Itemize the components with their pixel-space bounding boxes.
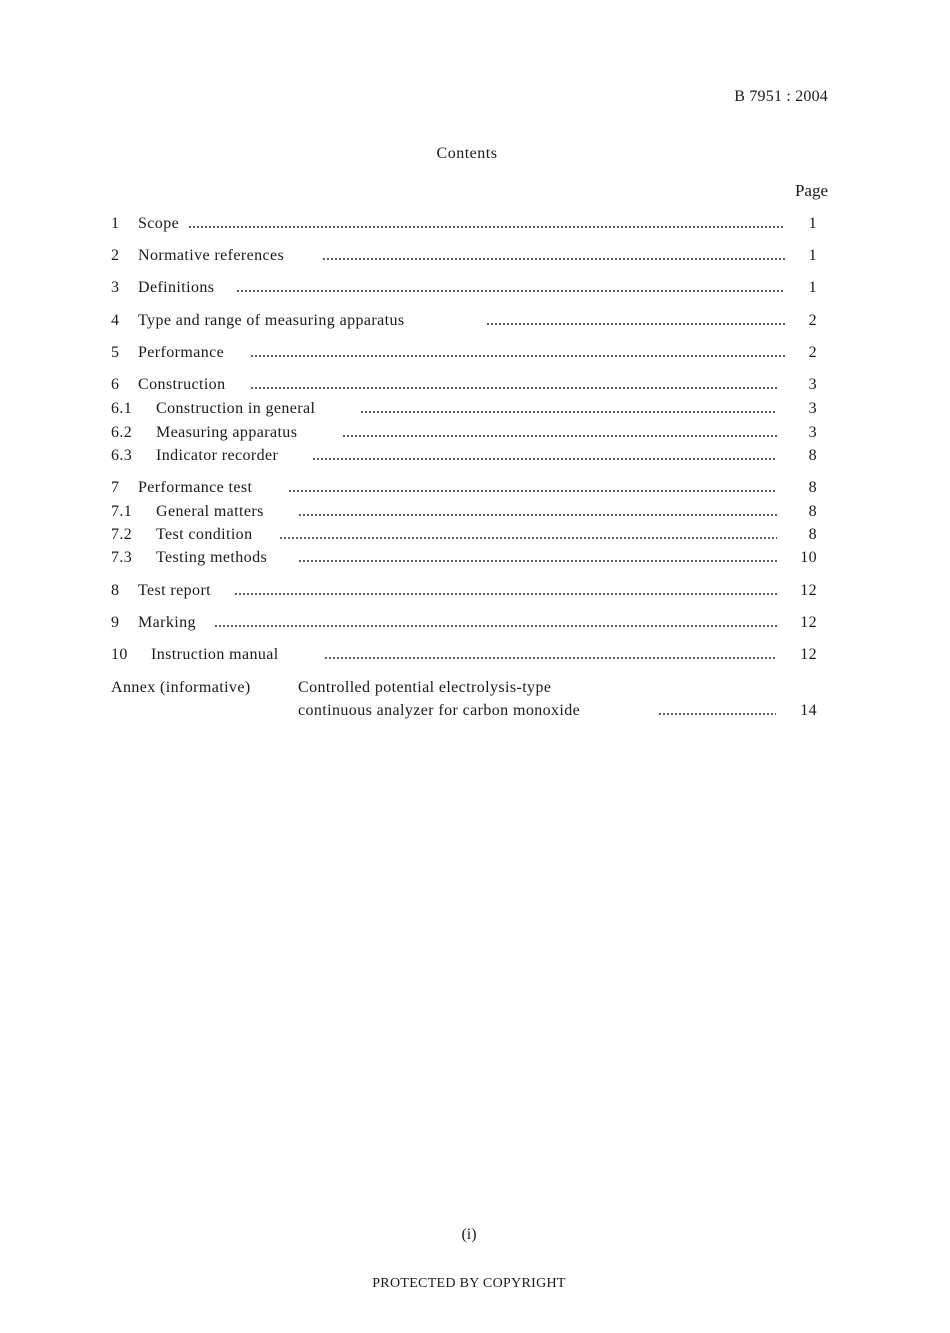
toc-entry[interactable]	[111, 421, 817, 445]
toc-entry[interactable]	[111, 397, 817, 421]
dot-leader	[188, 226, 785, 228]
toc-entry-title: Marking	[138, 614, 196, 631]
toc-entry[interactable]	[111, 611, 817, 635]
toc-entry[interactable]	[111, 444, 817, 468]
toc-entry[interactable]	[111, 523, 817, 547]
toc-entry-number: 2	[111, 247, 120, 264]
toc-entry-page: 3	[808, 376, 817, 393]
toc-entry-title: Instruction manual	[151, 646, 279, 663]
toc-entry-number: 7.1	[111, 503, 133, 520]
toc-entry-title: Construction	[138, 376, 226, 393]
dot-leader	[322, 258, 785, 260]
annex-label: Annex (informative)	[111, 679, 251, 696]
toc-entry-title: Construction in general	[156, 400, 316, 417]
toc-entry[interactable]	[111, 579, 817, 603]
toc-entry[interactable]	[111, 643, 817, 667]
toc-entry-page: 8	[808, 479, 817, 496]
toc-entry-number: 9	[111, 614, 120, 631]
toc-entry-number: 7	[111, 479, 120, 496]
contents-title: Contents	[436, 145, 498, 162]
standard-number: B 7951 : 2004	[734, 88, 828, 105]
dot-leader	[486, 323, 785, 325]
page-column-label: Page	[794, 181, 828, 200]
toc-entry-page: 2	[808, 312, 817, 329]
toc-entry-title: Indicator recorder	[156, 447, 279, 464]
dot-leader	[324, 657, 777, 659]
toc-entry-page: 8	[808, 503, 817, 520]
toc-entry-title: Testing methods	[156, 549, 268, 566]
toc-entry-number: 5	[111, 344, 120, 361]
dot-leader	[658, 713, 776, 715]
toc-entry[interactable]	[111, 276, 817, 300]
toc-entry-page: 8	[808, 526, 817, 543]
toc-entry-title: Test condition	[156, 526, 253, 543]
toc-entry-page: 10	[800, 549, 817, 566]
annex-page: 14	[800, 702, 817, 719]
dot-leader	[236, 290, 785, 292]
annex-title-line-2: continuous analyzer for carbon monoxide	[298, 702, 581, 719]
dot-leader	[234, 593, 777, 595]
dot-leader	[250, 355, 785, 357]
dot-leader	[360, 411, 777, 413]
toc-entry-page: 8	[808, 447, 817, 464]
toc-entry-number: 7.3	[111, 549, 133, 566]
dot-leader	[298, 560, 777, 562]
dot-leader	[279, 537, 777, 539]
copyright-notice: PROTECTED BY COPYRIGHT	[372, 1276, 566, 1291]
toc-entry-title: Performance test	[138, 479, 253, 496]
toc-entry-title: Test report	[138, 582, 212, 599]
toc-entry-number: 7.2	[111, 526, 133, 543]
toc-entry-page: 3	[808, 424, 817, 441]
dot-leader	[214, 625, 777, 627]
toc-entry-page: 1	[808, 279, 817, 296]
toc-entry-title: Performance	[138, 344, 225, 361]
toc-entry-page: 1	[808, 247, 817, 264]
toc-entry[interactable]	[111, 341, 817, 365]
dot-leader	[298, 514, 777, 516]
toc-entry[interactable]	[111, 476, 817, 500]
toc-entry-title: Type and range of measuring apparatus	[138, 312, 405, 329]
toc-entry-number: 8	[111, 582, 120, 599]
annex-title-line-1: Controlled potential electrolysis-type	[298, 679, 552, 696]
toc-entry[interactable]	[111, 244, 817, 268]
toc-entry[interactable]	[111, 373, 817, 397]
toc-entry-page: 2	[808, 344, 817, 361]
toc-entry-title: Measuring apparatus	[156, 424, 298, 441]
dot-leader	[288, 490, 777, 492]
toc-entry-number: 4	[111, 312, 120, 329]
toc-annex-entry[interactable]	[111, 676, 817, 726]
dot-leader	[312, 458, 777, 460]
dot-leader	[342, 435, 777, 437]
toc-entry-title: General matters	[156, 503, 264, 520]
toc-entry-title: Scope	[138, 215, 180, 232]
toc-entry-page: 12	[800, 614, 817, 631]
toc-entry-title: Normative references	[138, 247, 285, 264]
toc-entry-number: 6	[111, 376, 120, 393]
toc-entry-number: 1	[111, 215, 120, 232]
toc-entry-number: 10	[111, 646, 128, 663]
toc-entry[interactable]	[111, 500, 817, 524]
dot-leader	[250, 387, 777, 389]
toc-entry[interactable]	[111, 309, 817, 333]
toc-entry-number: 6.1	[111, 400, 133, 417]
toc-entry[interactable]	[111, 546, 817, 570]
toc-entry-number: 3	[111, 279, 120, 296]
page-number: (i)	[461, 1226, 477, 1243]
toc-entry-page: 12	[800, 582, 817, 599]
toc-entry-number: 6.3	[111, 447, 133, 464]
toc-entry-page: 12	[800, 646, 817, 663]
toc-entry-title: Definitions	[138, 279, 215, 296]
toc-entry-page: 3	[808, 400, 817, 417]
toc-entry-number: 6.2	[111, 424, 133, 441]
toc-entry-page: 1	[808, 215, 817, 232]
toc-entry[interactable]	[111, 212, 817, 236]
